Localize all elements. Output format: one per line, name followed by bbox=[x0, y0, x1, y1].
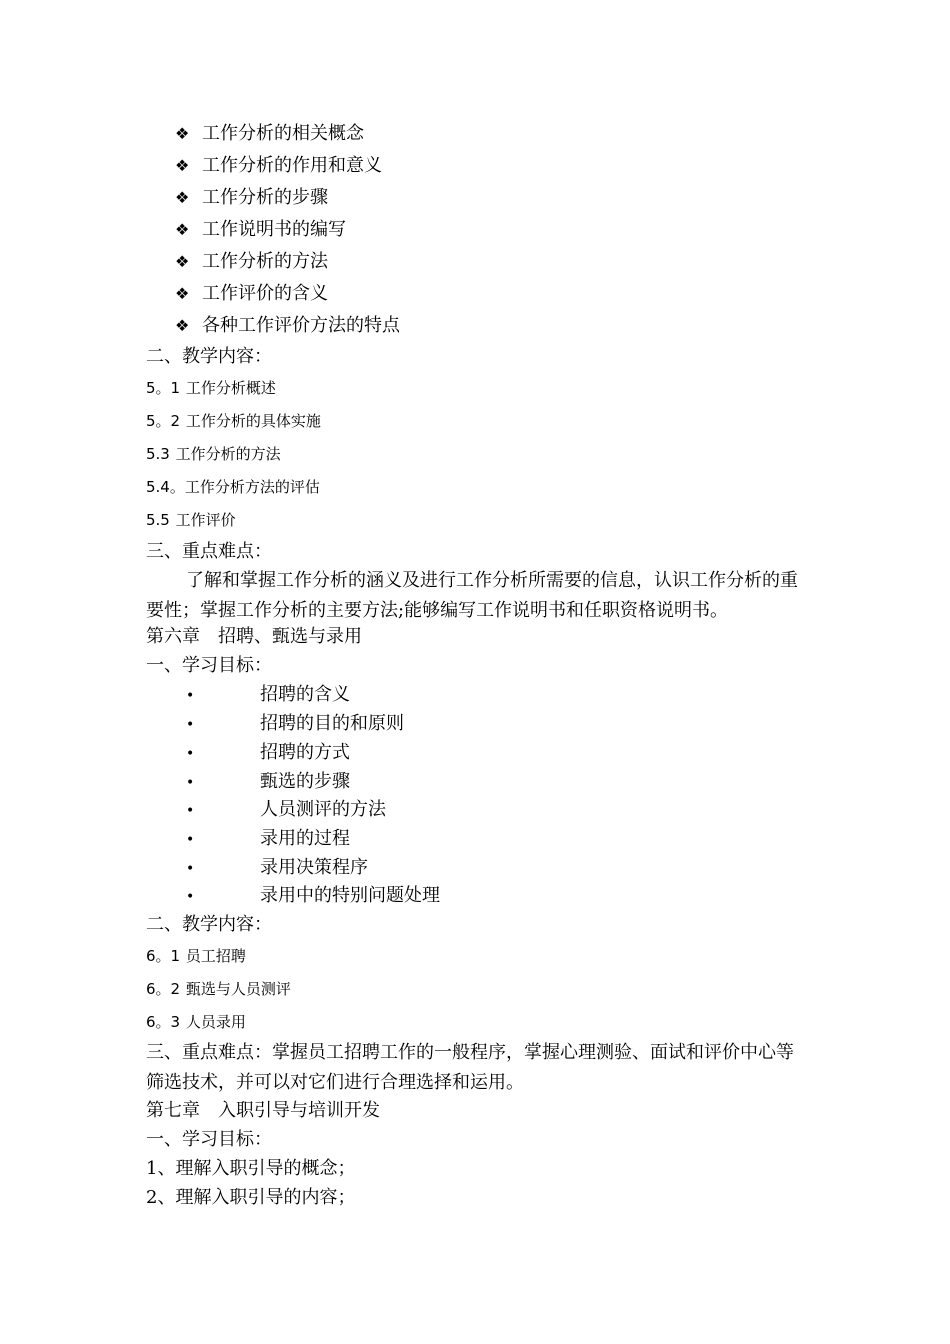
diamond-bullet-icon: ❖ bbox=[175, 220, 190, 239]
list-item: ❖ 工作分析的相关概念 bbox=[175, 123, 364, 144]
list-item: • 录用的过程 bbox=[186, 827, 350, 852]
diamond-bullet-icon: ❖ bbox=[175, 188, 190, 207]
list-item: • 人员测评的方法 bbox=[186, 798, 386, 823]
list-item: ❖ 工作分析的作用和意义 bbox=[175, 155, 382, 176]
chapter-title: 第六章 招聘、甄选与录用 bbox=[146, 626, 362, 647]
diamond-bullet-icon: ❖ bbox=[175, 252, 190, 271]
chapter-title: 第七章 入职引导与培训开发 bbox=[146, 1100, 380, 1121]
list-item: ❖ 工作分析的方法 bbox=[175, 251, 328, 272]
list-item: • 甄选的步骤 bbox=[186, 770, 350, 795]
diamond-bullet-icon: ❖ bbox=[175, 156, 190, 175]
section-heading: 二、教学内容： bbox=[146, 346, 272, 367]
list-item: 1、理解入职引导的概念； bbox=[146, 1158, 356, 1179]
section-heading: 二、教学内容： bbox=[146, 914, 272, 935]
bullet-icon: • bbox=[186, 746, 195, 762]
content-item: 5.5 工作评价 bbox=[146, 511, 236, 529]
list-item: ❖ 工作评价的含义 bbox=[175, 283, 328, 304]
diamond-bullet-icon: ❖ bbox=[175, 124, 190, 143]
list-item: • 招聘的含义 bbox=[186, 683, 350, 708]
bullet-icon: • bbox=[186, 775, 195, 791]
list-item: ❖ 工作分析的步骤 bbox=[175, 187, 328, 208]
content-item: 5。1 工作分析概述 bbox=[146, 379, 276, 397]
bullet-icon: • bbox=[186, 889, 195, 905]
bullet-icon: • bbox=[186, 861, 195, 877]
content-item: 6。3 人员录用 bbox=[146, 1013, 246, 1031]
content-item: 5.3 工作分析的方法 bbox=[146, 445, 281, 463]
diamond-bullet-icon: ❖ bbox=[175, 316, 190, 335]
content-item: 5.4。工作分析方法的评估 bbox=[146, 478, 320, 496]
content-item: 6。2 甄选与人员测评 bbox=[146, 980, 291, 998]
content-item: 6。1 员工招聘 bbox=[146, 947, 246, 965]
section-heading: 一、学习目标： bbox=[146, 655, 272, 676]
list-item: 2、理解入职引导的内容； bbox=[146, 1187, 356, 1208]
key-points-paragraph: 了解和掌握工作分析的涵义及进行工作分析所需要的信息，认识工作分析的重要性；掌握工作分析的主要方法;能够编写工作说明书和任职资格说明书。 bbox=[146, 570, 798, 621]
bullet-icon: • bbox=[186, 717, 195, 733]
list-item: ❖ 各种工作评价方法的特点 bbox=[175, 315, 400, 336]
section-heading: 三、重点难点： bbox=[146, 541, 272, 562]
list-item: • 招聘的目的和原则 bbox=[186, 712, 404, 737]
list-item: • 录用中的特别问题处理 bbox=[186, 884, 440, 909]
bullet-icon: • bbox=[186, 803, 195, 819]
content-item: 5。2 工作分析的具体实施 bbox=[146, 412, 321, 430]
diamond-bullet-icon: ❖ bbox=[175, 284, 190, 303]
key-points-paragraph: 三、重点难点：掌握员工招聘工作的一般程序，掌握心理测验、面试和评价中心等筛选技术，并可以对它们进行合理选择和运用。 bbox=[146, 1042, 794, 1093]
list-item: • 招聘的方式 bbox=[186, 741, 350, 766]
bullet-icon: • bbox=[186, 832, 195, 848]
list-item: ❖ 工作说明书的编写 bbox=[175, 219, 346, 240]
bullet-icon: • bbox=[186, 688, 195, 704]
section-heading: 一、学习目标： bbox=[146, 1129, 272, 1150]
list-item: • 录用决策程序 bbox=[186, 856, 368, 881]
